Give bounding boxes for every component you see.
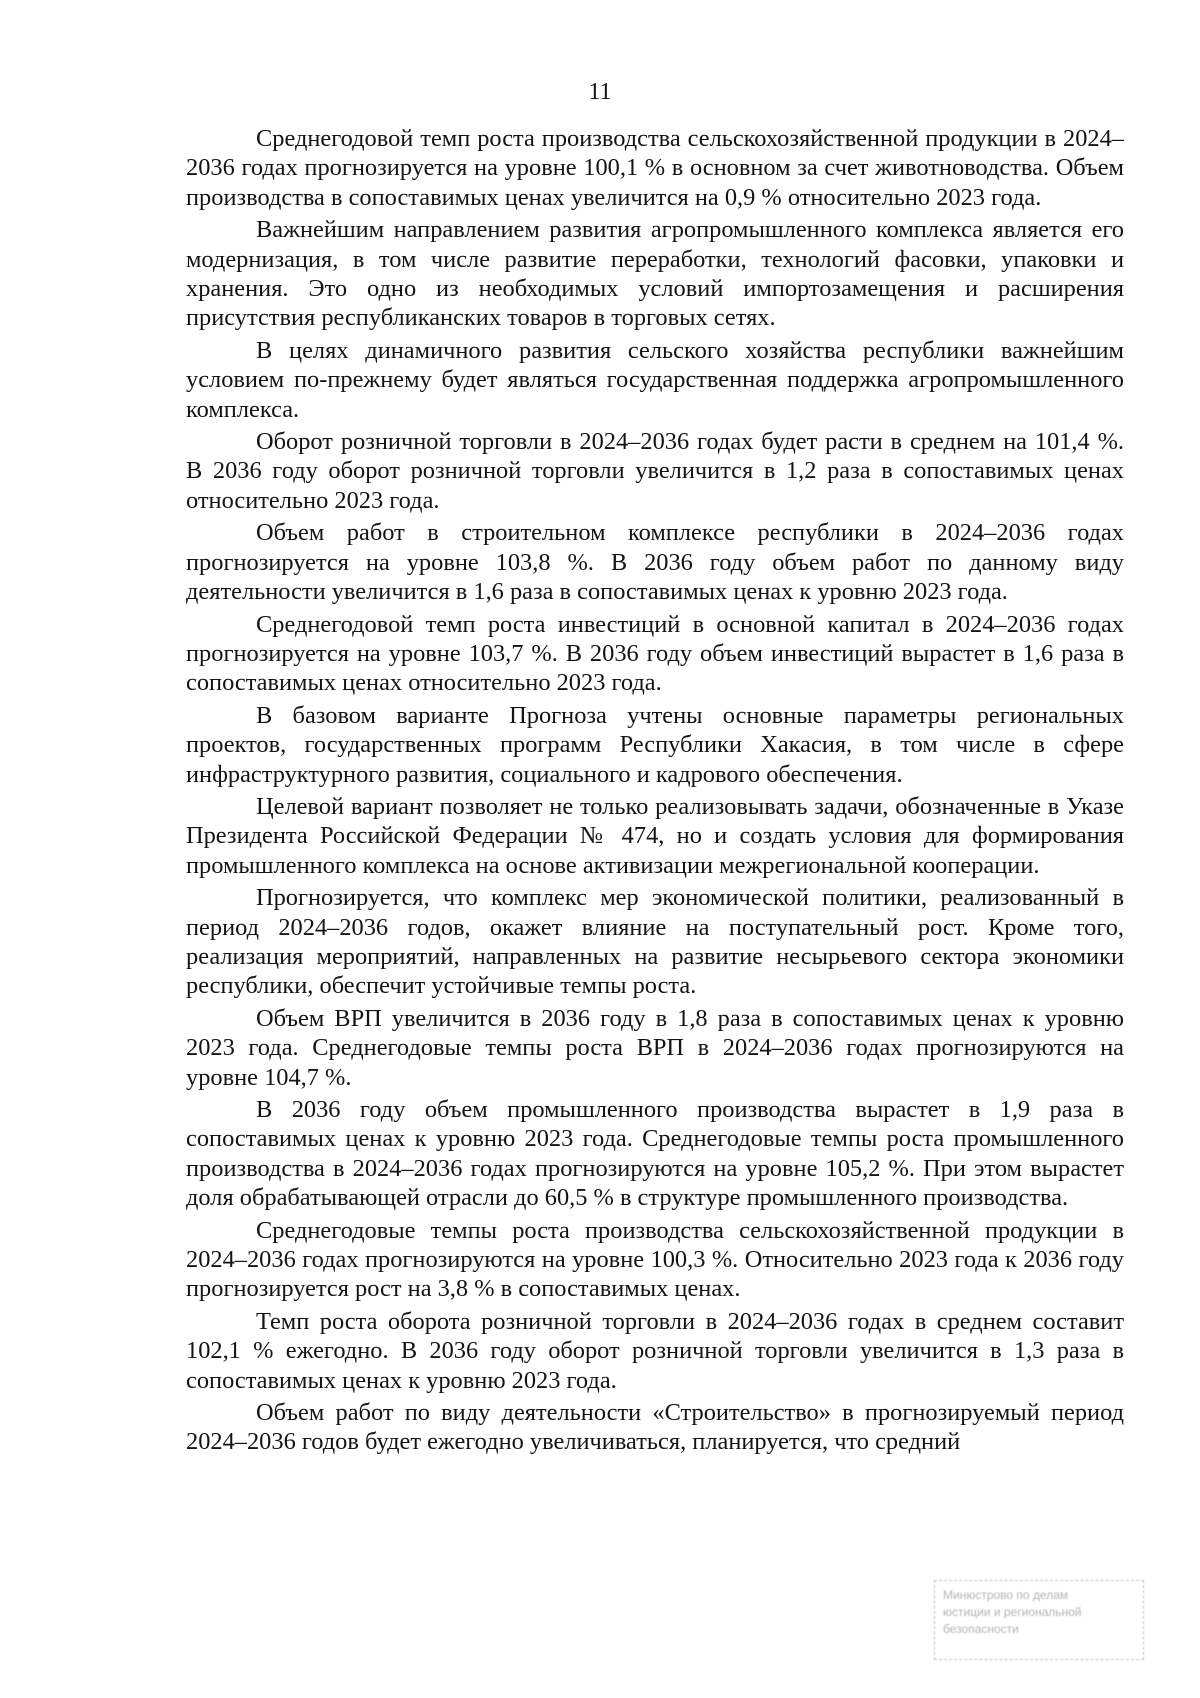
paragraph-5: Объем работ в строительном комплексе республики в 2024–2036 годах прогнозируется на уровне 103,8 %. В 2036 году объем работ по данному виду деятельности увеличится в 1,6 раза в сопоставимых ценах к уровню 2023 года. bbox=[186, 519, 1124, 606]
stamp-line-3: безопасности bbox=[943, 1622, 1019, 1636]
paragraph-2: Важнейшим направлением развития агропромышленного комплекса является его модернизация, в том числе развитие переработки, технологий фасовки, упаковки и хранения. Это одно из необходимых условий импортозамещения и расширения присутствия республиканских товаров в торговых сетях. bbox=[186, 216, 1124, 332]
page-number: 11 bbox=[588, 79, 612, 105]
document-body bbox=[186, 124, 1124, 1460]
paragraph-7: В базовом варианте Прогноза учтены основные параметры региональных проектов, государственных программ Республики Хакасия, в том числе в сфере инфраструктурного развития, социального и кадрового обеспечения. bbox=[186, 701, 1124, 788]
stamp-line-2: юстиции и региональной bbox=[943, 1605, 1082, 1619]
stamp-line-1: Минюстрово по делам bbox=[943, 1588, 1069, 1602]
paragraph-14: Объем работ по виду деятельности «Строительство» в прогнозируемый период 2024–2036 годов будет ежегодно увеличиваться, планируется, что средний bbox=[186, 1399, 1124, 1456]
paragraph-8: Целевой вариант позволяет не только реализовывать задачи, обозначенные в Указе Президента Российской Федерации № 474, но и создать условия для формирования промышленного комплекса на основе активизации межрегиональной кооперации. bbox=[186, 792, 1124, 879]
paragraph-3: В целях динамичного развития сельского хозяйства республики важнейшим условием по-прежнему будет являться государственная поддержка агропромышленного комплекса. bbox=[186, 336, 1124, 423]
registration-stamp bbox=[934, 1580, 1144, 1660]
paragraph-9: Прогнозируется, что комплекс мер экономической политики, реализованный в период 2024–2036 годов, окажет влияние на поступательный рост. Кроме того, реализация мероприятий, направленных на развитие несырьевого сектора экономики республики, обеспечит устойчивые темпы роста. bbox=[186, 884, 1124, 1000]
paragraph-12: Среднегодовые темпы роста производства сельскохозяйственной продукции в 2024–2036 годах прогнозируются на уровне 100,3 %. Относительно 2023 года к 2036 году прогнозируется рост на 3,8 % в сопоставимых ценах. bbox=[186, 1216, 1124, 1303]
paragraph-13: Темп роста оборота розничной торговли в 2024–2036 годах в среднем составит 102,1 % ежегодно. В 2036 году оборот розничной торговли увеличится в 1,3 раза в сопоставимых ценах к уровню 2023 года. bbox=[186, 1307, 1124, 1394]
paragraph-11: В 2036 году объем промышленного производства вырастет в 1,9 раза в сопоставимых ценах к уровню 2023 года. Среднегодовые темпы роста промышленного производства в 2024–2036 годах прогнозируются на уровне 105,2 %. При этом вырастет доля обрабатывающей отрасли до 60,5 % в структуре промышленного производства. bbox=[186, 1096, 1124, 1212]
paragraph-1: Среднегодовой темп роста производства сельскохозяйственной продукции в 2024–2036 годах прогнозируется на уровне 100,1 % в основном за счет животноводства. Объем производства в сопоставимых ценах увеличится на 0,9 % относительно 2023 года. bbox=[186, 125, 1124, 211]
paragraph-6: Среднегодовой темп роста инвестиций в основной капитал в 2024–2036 годах прогнозируется на уровне 103,7 %. В 2036 году объем инвестиций вырастет в 1,6 раза в сопоставимых ценах относительно 2023 года. bbox=[186, 610, 1124, 697]
paragraph-4: Оборот розничной торговли в 2024–2036 годах будет расти в среднем на 101,4 %. В 2036 году оборот розничной торговли увеличится в 1,2 раза в сопоставимых ценах относительно 2023 года. bbox=[186, 428, 1124, 514]
paragraph-10: Объем ВРП увеличится в 2036 году в 1,8 раза в сопоставимых ценах к уровню 2023 года. Среднегодовые темпы роста ВРП в 2024–2036 годах прогнозируются на уровне 104,7 %. bbox=[186, 1004, 1124, 1091]
